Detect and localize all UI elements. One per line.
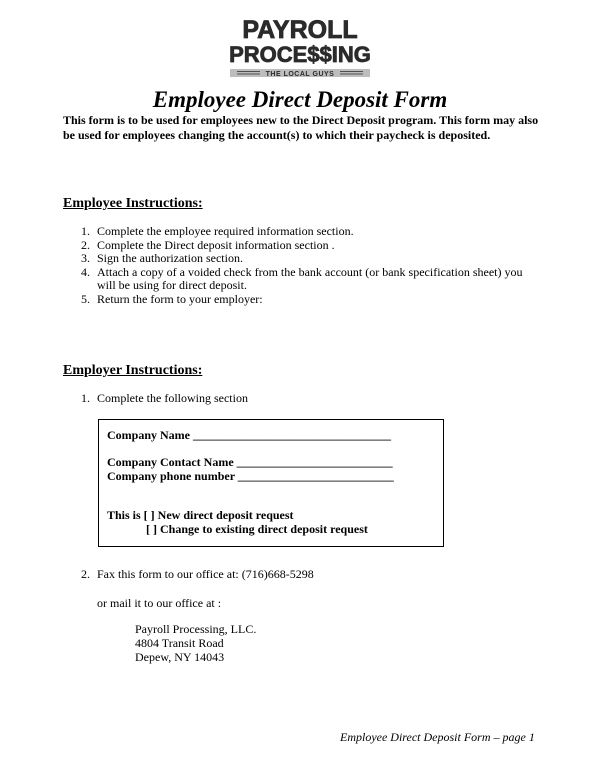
company-info-box [98, 419, 444, 547]
list-item [63, 293, 533, 307]
company-logo [200, 14, 400, 80]
employee-instructions-heading: Employee Instructions: [63, 196, 203, 211]
mail-text: or mail it to our office at : [97, 596, 222, 610]
step-text: Return the form to your employer: [97, 291, 263, 306]
list-item [63, 239, 533, 253]
employer-instructions-heading: Employer Instructions: [63, 363, 203, 378]
step-number: 4. [81, 264, 90, 279]
step-text: Complete the Direct deposit information section . [97, 237, 335, 252]
step-number: 2. [81, 567, 90, 581]
address-line-1: Payroll Processing, LLC. [135, 622, 257, 636]
new-request-checkbox[interactable]: This is [ ] New direct deposit request [107, 508, 294, 522]
list-item [63, 568, 533, 582]
step-number: 2. [81, 237, 90, 252]
mailing-address [135, 622, 256, 664]
company-name-field[interactable]: Company Name _________________________________ [107, 428, 391, 442]
step-text: Complete the following section [97, 391, 248, 405]
logo-tagline: THE LOCAL GUYS [265, 71, 335, 78]
step-number: 1. [81, 224, 90, 238]
step-number: 5. [81, 291, 90, 306]
page-title: Employee Direct Deposit Form [152, 87, 448, 112]
step-number: 1. [81, 391, 90, 405]
step-text: Sign the authorization section. [97, 251, 243, 265]
step-text: Complete the employee required information section. [97, 224, 354, 238]
page-footer: Employee Direct Deposit Form – page 1 [340, 730, 535, 744]
step-number: 3. [81, 251, 90, 265]
change-request-checkbox[interactable]: [ ] Change to existing direct deposit request [146, 522, 368, 536]
address-line-2: 4804 Transit Road [135, 636, 224, 650]
employee-steps-list [63, 225, 533, 306]
intro-text: This form is to be used for employees new to the Direct Deposit program. This form may also be used for employees changing the account(s) to which their paycheck is deposited. [63, 113, 539, 142]
address-line-3: Depew, NY 14043 [135, 650, 225, 664]
list-item [63, 225, 533, 239]
step-text: Fax this form to our office at: (716)668-5298 [97, 567, 314, 581]
logo-line-2: PROCE$$ING [229, 42, 371, 67]
list-item [63, 266, 533, 293]
employer-step-1 [63, 392, 533, 406]
list-item [63, 392, 533, 406]
list-item [63, 252, 533, 266]
company-phone-field[interactable]: Company phone number __________________________ [107, 469, 394, 483]
employer-step-2 [63, 568, 533, 582]
step-text: Attach a copy of a voided check from the bank account (or bank specification sheet) you will be using for direct deposit. [97, 264, 523, 292]
logo-line-1: PAYROLL [242, 16, 358, 44]
company-contact-name-field[interactable]: Company Contact Name __________________________ [107, 455, 393, 469]
